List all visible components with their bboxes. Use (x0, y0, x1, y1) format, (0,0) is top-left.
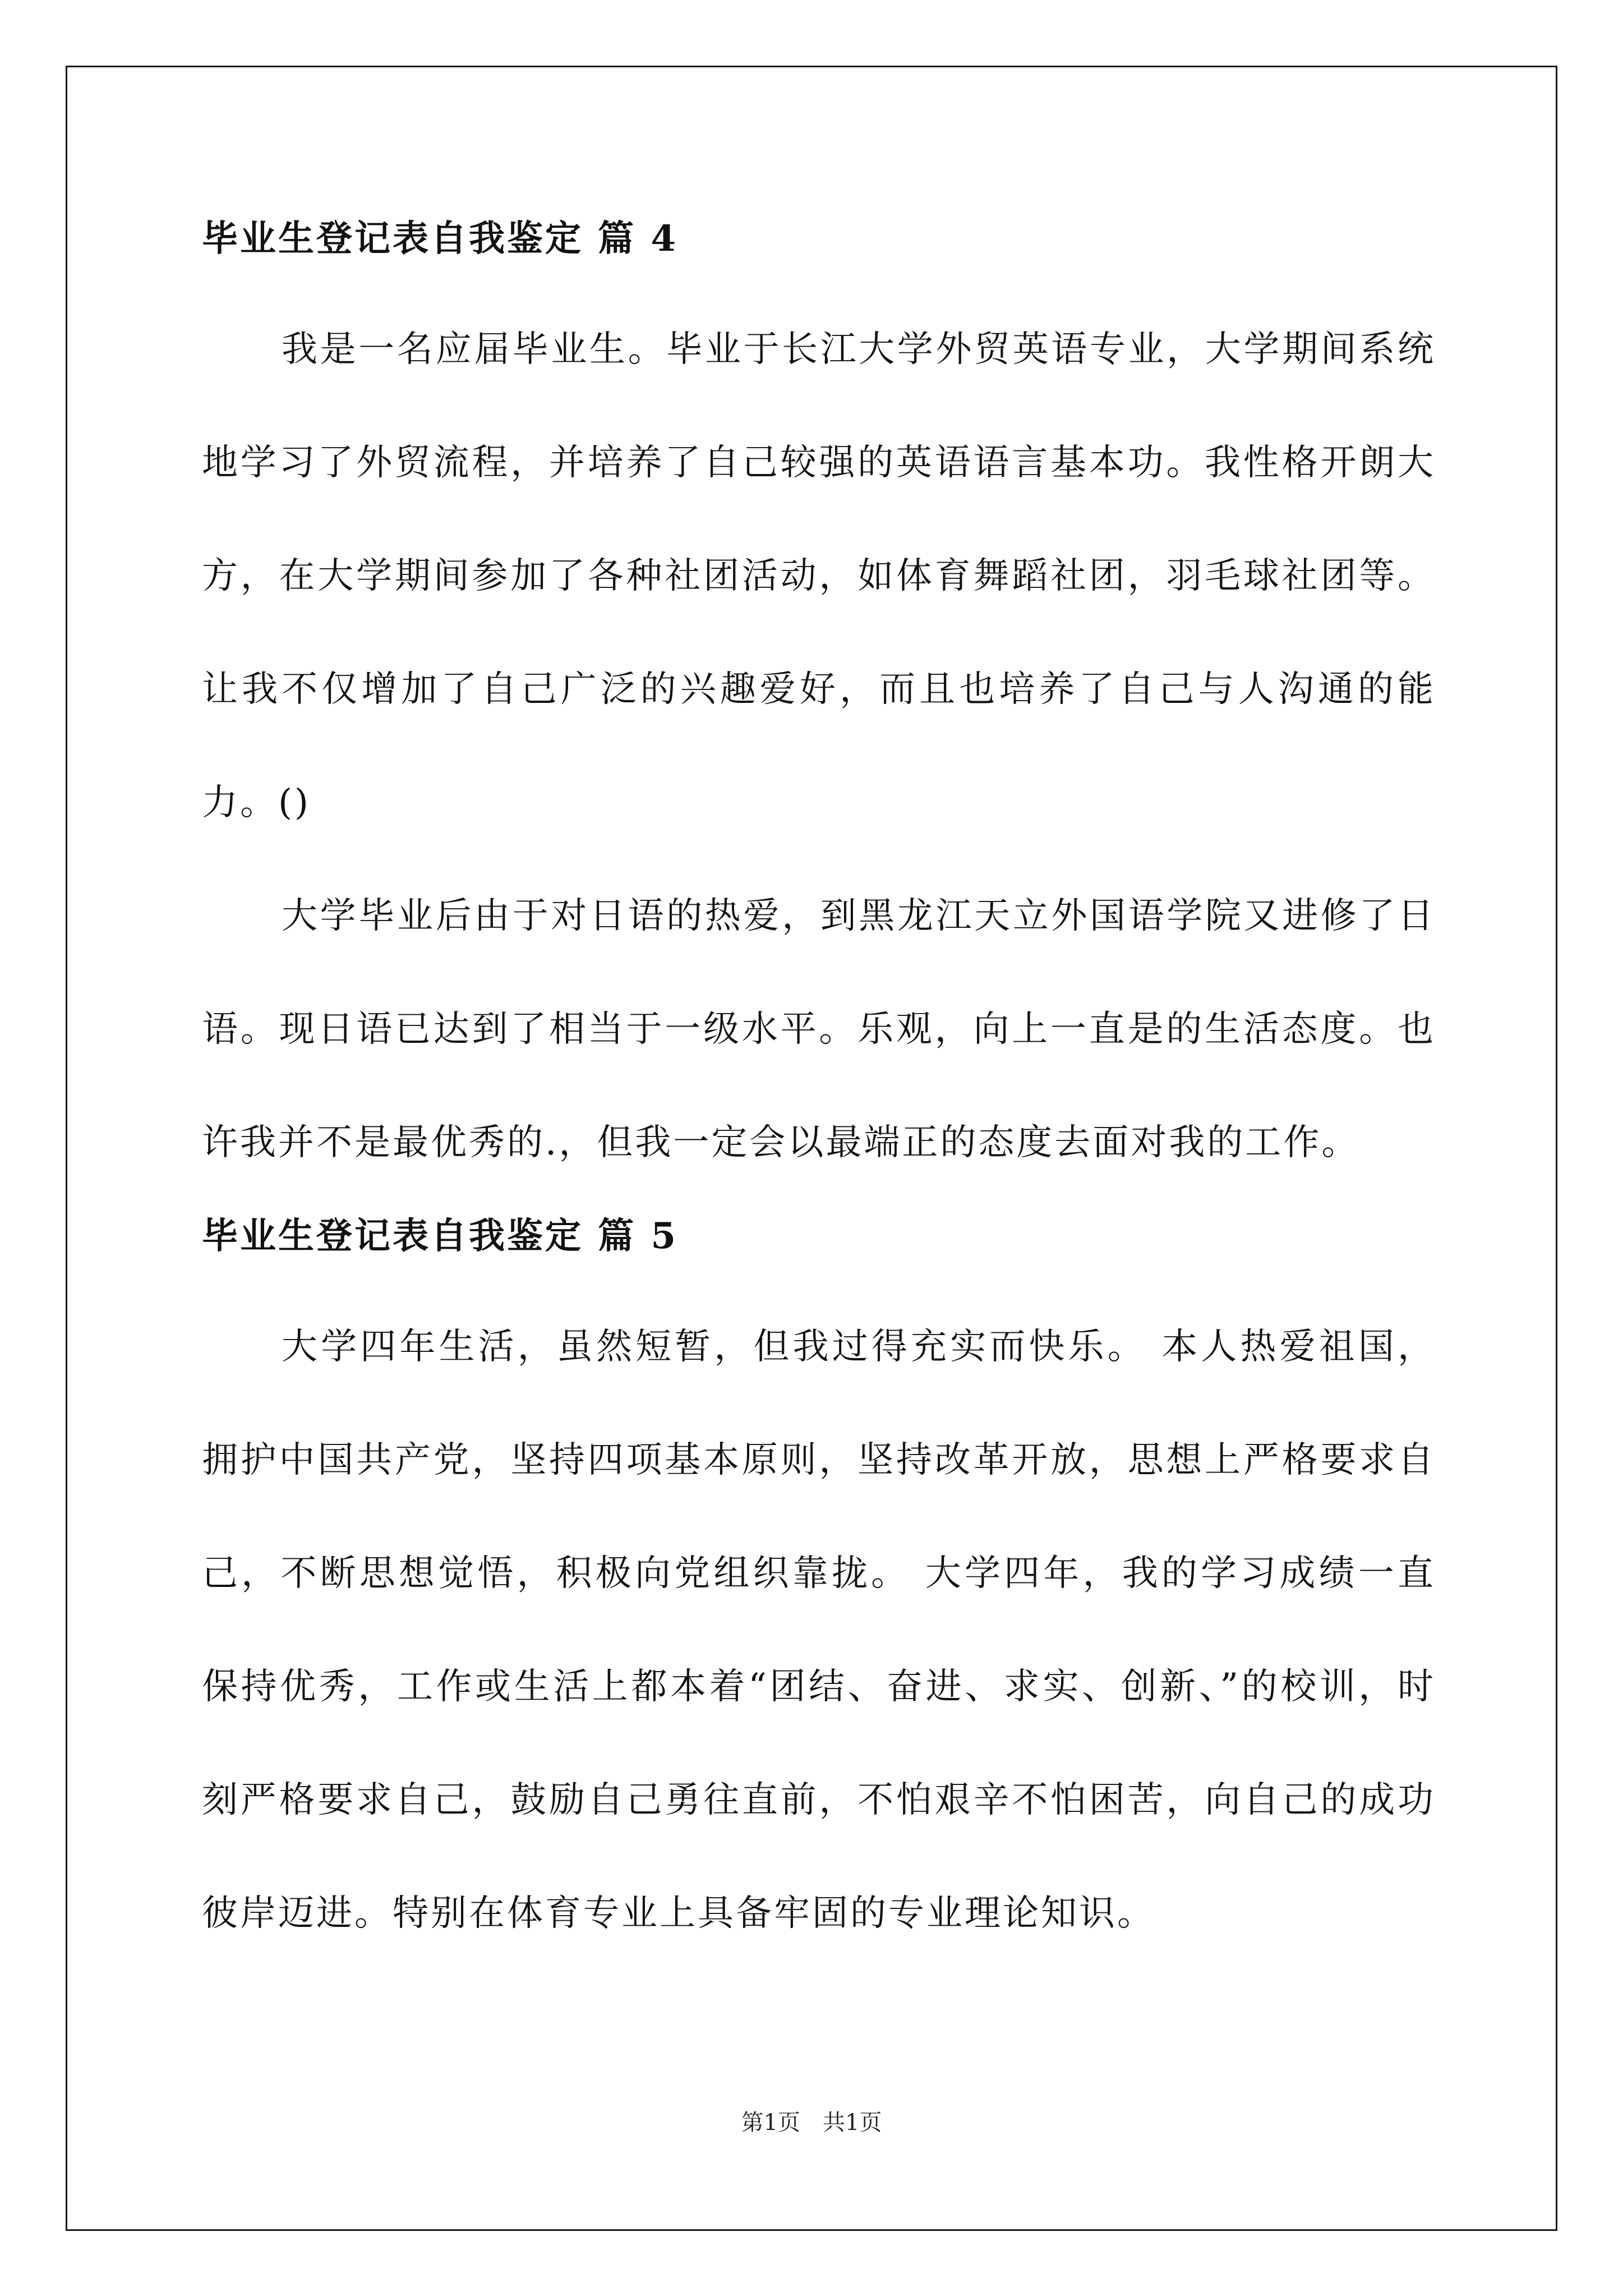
document-body (202, 219, 1436, 1970)
paragraph: 我是一名应届毕业生。毕业于长江大学外贸英语专业，大学期间系统地学习了外贸流程，并培养了自己较强的英语语言基本功。我性格开朗大方，在大学期间参加了各种社团活动，如体育舞蹈社团，羽毛球社团等。让我不仅增加了自己广泛的兴趣爱好，而且也培养了自己与人沟通的能力。() (202, 329, 1436, 823)
paragraph: 大学四年生活，虽然短暂，但我过得充实而快乐。 本人热爱祖国，拥护中国共产党，坚持四项基本原则，坚持改革开放，思想上严格要求自己，不断思想觉悟，积极向党组织靠拢。 大学四年，我的学习成绩一直保持优秀，工作或生活上都本着“团结、奋进、求实、创新、”的校训，时刻严格要求自己，鼓励自己勇往直前，不怕艰辛不怕困苦，向自己的成功彼岸迈进。特别在体育专业上具备牢固的专业理论知识。 (202, 1326, 1436, 1934)
section-heading-4: 毕业生登记表自我鉴定 篇 4 (202, 218, 679, 260)
section-heading-5: 毕业生登记表自我鉴定 篇 5 (202, 1215, 679, 1257)
page-number-footer: 第1页 共1页 (741, 2110, 882, 2136)
paragraph: 大学毕业后由于对日语的热爱，到黑龙江天立外国语学院又进修了日语。现日语已达到了相当于一级水平。乐观，向上一直是的生活态度。也许我并不是最优秀的.，但我一定会以最端正的态度去面对我的工作。 (202, 895, 1436, 1163)
